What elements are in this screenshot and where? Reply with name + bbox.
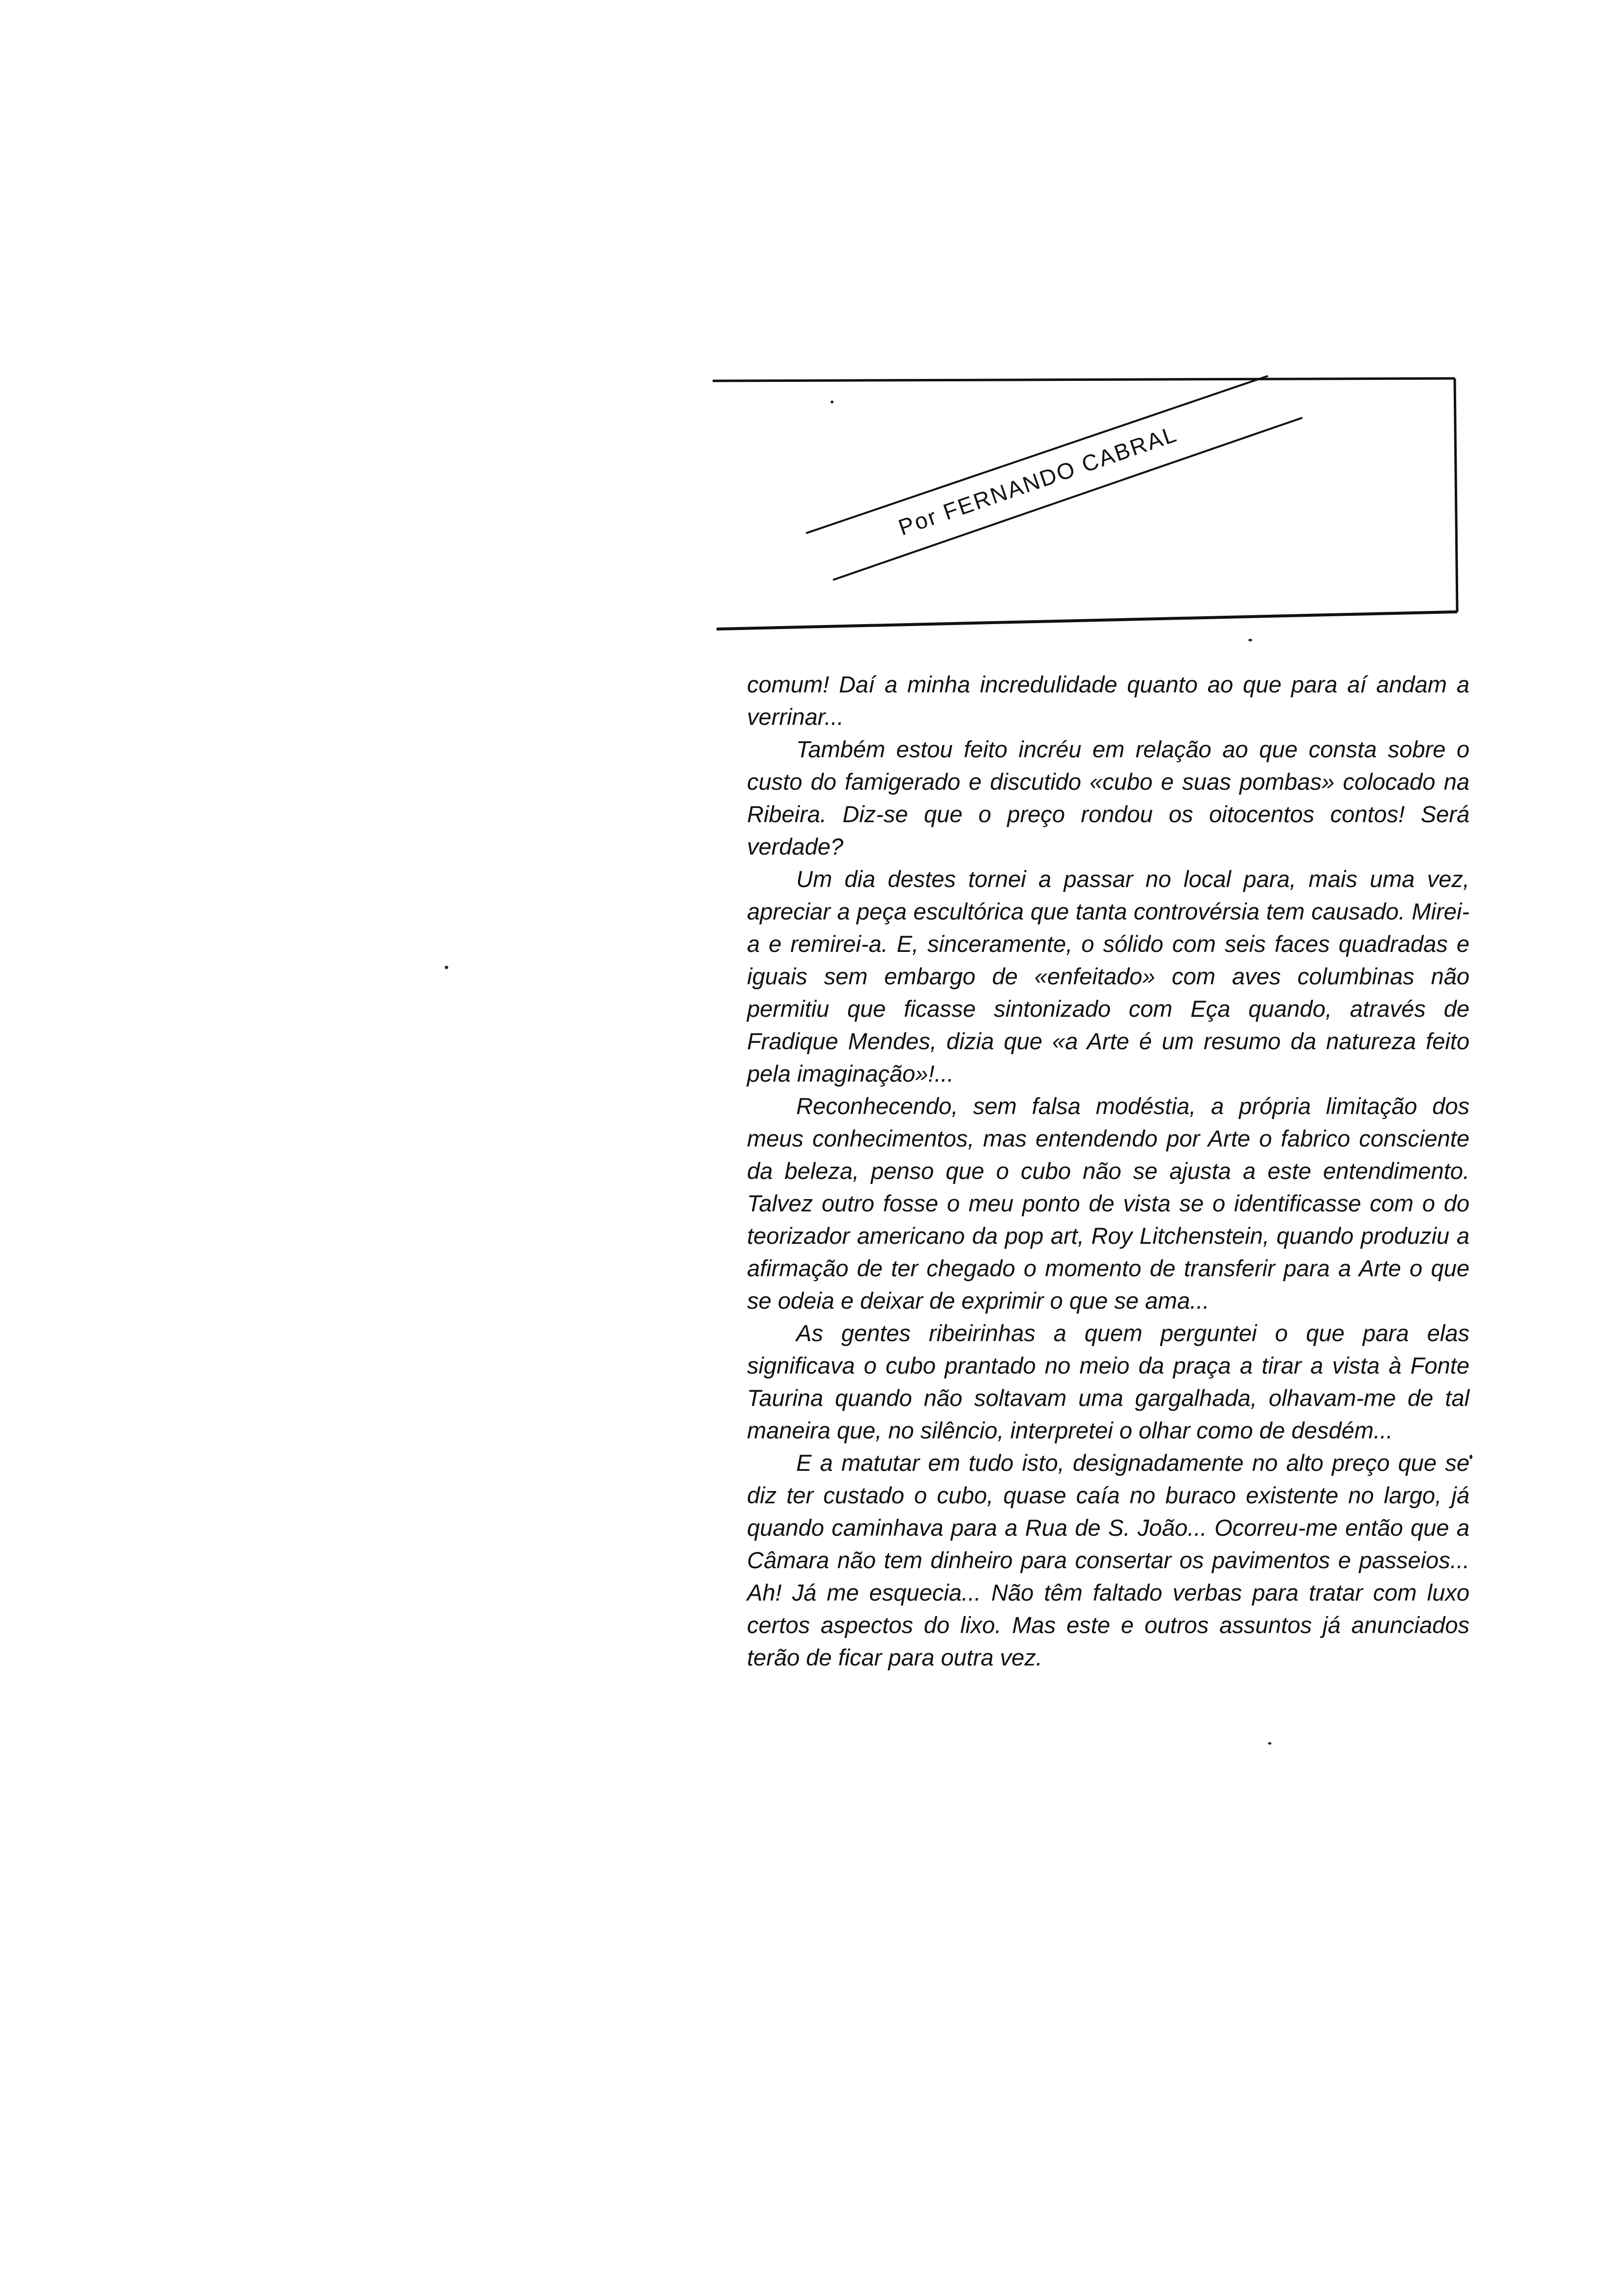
byline-box (713, 373, 1460, 629)
article-paragraph: comum! Daí a minha incredulidade quanto ao que para aí andam a verrinar... (747, 671, 1469, 730)
byline-frame (713, 373, 1460, 629)
scan-speck (445, 966, 448, 969)
box-right-border (1455, 378, 1457, 612)
diagonal-line-lower (833, 418, 1302, 580)
article-paragraph: As gentes ribeirinhas a quem perguntei o que para elas significava o cubo prantado no meio da praça a tirar a vista à Fonte Taurina quando não soltavam uma gargalhada, olhavam-me de tal maneira que, no silêncio, interpretei o olhar como de desdém... (747, 1320, 1469, 1443)
box-top-border (713, 378, 1455, 381)
scan-speck (1248, 639, 1252, 641)
article-paragraph: Também estou feito incréu em relação ao que consta sobre o custo do famigerado e discutido «cubo e suas pombas» colocado na Ribeira. Diz-se que o preço rondou os oitocentos contos! Será verdade? (747, 736, 1469, 860)
scan-speck (831, 401, 834, 403)
box-bottom-border (717, 612, 1457, 629)
article-paragraph: Um dia destes tornei a passar no local para, mais uma vez, apreciar a peça escultórica que tanta controvérsia tem causado. Mirei-a e remirei-a. E, sinceramente, o sólido com seis faces quadradas e iguais sem embargo de «enfeitado» com aves columbinas não permitiu que ficasse sintonizado com Eça quando, através de Fradique Mendes, dizia que «a Arte é um resumo da natureza feito pela imaginação»!... (747, 866, 1469, 1087)
article-body (747, 668, 1469, 1674)
scan-speck (1469, 1455, 1472, 1459)
article-paragraph: Reconhecendo, sem falsa modéstia, a própria limitação dos meus conhecimentos, mas entendendo por Arte o fabrico consciente da beleza, penso que o cubo não se ajusta a este entendimento. Talvez outro fosse o meu ponto de vista se o identificasse com o do teorizador americano da pop art, Roy Litchenstein, quando produziu a afirmação de ter chegado o momento de transferir para a Arte o que se odeia e deixar de exprimir o que se ama... (747, 1093, 1469, 1314)
byline-text: Por FERNANDO CABRAL (895, 421, 1181, 541)
scan-speck (1268, 1742, 1271, 1745)
article-paragraph: E a matutar em tudo isto, designadamente no alto preço que se diz ter custado o cubo, quase caía no buraco existente no largo, já quando caminhava para a Rua de S. João... Ocorreu-me então que a Câmara não tem dinheiro para consertar os pavimentos e passeios... Ah! Já me esquecia... Não têm faltado verbas para tratar com luxo certos aspectos do lixo. Mas este e outros assuntos já anunciados terão de ficar para outra vez. (747, 1450, 1469, 1670)
